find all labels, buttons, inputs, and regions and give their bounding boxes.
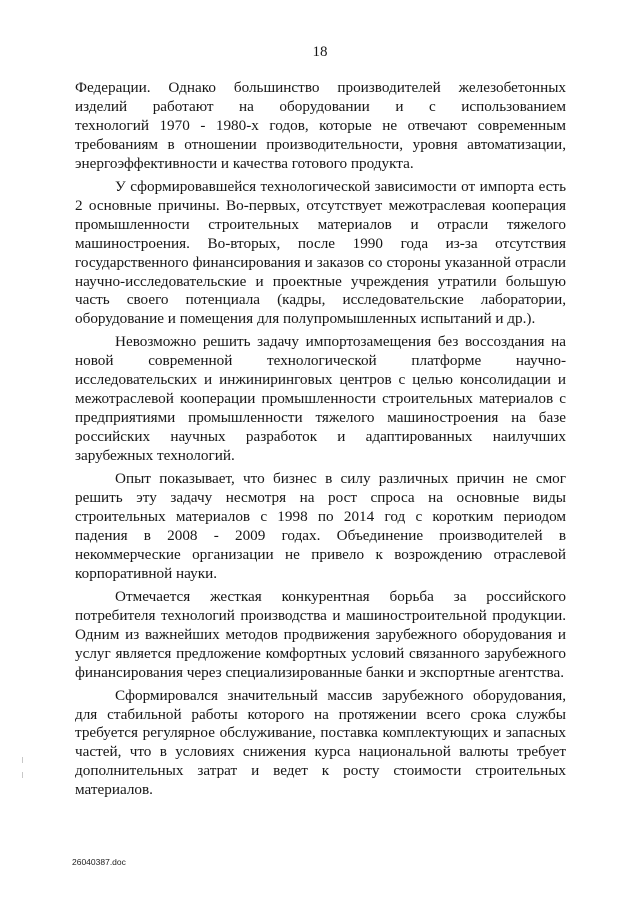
text-line: Федерации. Однако большинство производителей железобетонных [75, 79, 566, 96]
text-line: частей, что в условиях снижения курса национальной валюты требует [75, 743, 566, 761]
text-line: российских научных разработок и адаптированных наилучших [75, 428, 566, 446]
text-line: оборудование и помещения для полупромышленных испытаний и др.). [75, 310, 536, 328]
text-line: 2 основные причины. Во-первых, отсутствует межотраслевая кооперация [75, 196, 566, 214]
paragraph [75, 588, 566, 683]
text-line: новой современной технологической платформе научно- [75, 352, 566, 370]
paragraph [75, 687, 566, 801]
text-line: зарубежных технологий. [75, 447, 235, 465]
text-line: Невозможно решить задачу импортозамещения без воссоздания на [115, 333, 566, 351]
text-line: машиностроения. Во-вторых, после 1990 года из-за отсутствия [75, 234, 566, 252]
footer-file-code: 26040387.doc [72, 857, 126, 867]
paragraph [75, 470, 566, 584]
text-line: материалов. [75, 781, 153, 799]
text-line: технологий 1970 - 1980-х годов, которые не отвечают современным [75, 116, 566, 134]
text-line: дополнительных затрат и ведет к росту стоимости строительных [75, 762, 566, 780]
text-line: корпоративной науки. [75, 564, 218, 582]
text-line: требуется регулярное обслуживание, поставка комплектующих и запасных [75, 724, 566, 742]
document-body [75, 79, 566, 800]
text-line: падения в 2008 - 2009 годах. Объединение производителей в [75, 526, 566, 544]
text-line: У сформировавшейся технологической зависимости от импорта есть [115, 177, 566, 195]
text-line: межотраслевой кооперации промышленности строительных материалов с [75, 390, 566, 408]
text-line: строительных материалов с 1998 по 2014 год с коротким периодом [75, 507, 566, 525]
text-line: изделий работают на оборудовании и с использованием [75, 97, 566, 115]
text-line: Отмечается жесткая конкурентная борьба за российского [115, 587, 566, 605]
text-line: Опыт показывает, что бизнес в силу различных причин не смог [115, 470, 566, 488]
paragraph [75, 178, 566, 330]
text-line: требованиям в отношении производительности, уровня автоматизации, [75, 135, 566, 153]
text-line: некоммерческие организации не привело к возрождению отраслевой [75, 545, 566, 563]
text-line: решить эту задачу несмотря на рост спроса на основные виды [75, 489, 566, 507]
text-line: Сформировался значительный массив зарубежного оборудования, [115, 686, 566, 704]
text-line: для стабильной работы которого на протяжении всего срока службы [75, 705, 566, 723]
text-line: финансирования через специализированные банки и экспортные агентства. [75, 663, 564, 681]
text-line: исследовательских и инжиниринговых центров с целью консолидации и [75, 371, 566, 389]
scan-margin-mark [22, 757, 23, 763]
text-line: часть своего потенциала (кадры, исследовательские лаборатории, [75, 291, 566, 309]
scan-margin-mark [22, 772, 23, 778]
text-line: услуг является предложение комфортных условий связанного зарубежного [75, 644, 566, 662]
text-line: предприятиями промышленности тяжелого машиностроения на базе [75, 409, 566, 427]
page-number: 18 [312, 44, 328, 60]
text-line: научно-исследовательские и проектные учреждения утратили большую [75, 272, 566, 290]
paragraph [75, 79, 566, 174]
text-line: промышленности строительных материалов и отрасли тяжелого [75, 215, 566, 233]
text-line: энергоэффективности и качества готового продукта. [75, 154, 414, 172]
text-line: государственного финансирования и заказов со стороны указанной отрасли [75, 253, 566, 271]
paragraph [75, 333, 566, 466]
text-line: Одним из важнейших методов продвижения зарубежного оборудования и [75, 625, 566, 643]
text-line: потребителя технологий производства и машиностроительной продукции. [75, 606, 566, 624]
